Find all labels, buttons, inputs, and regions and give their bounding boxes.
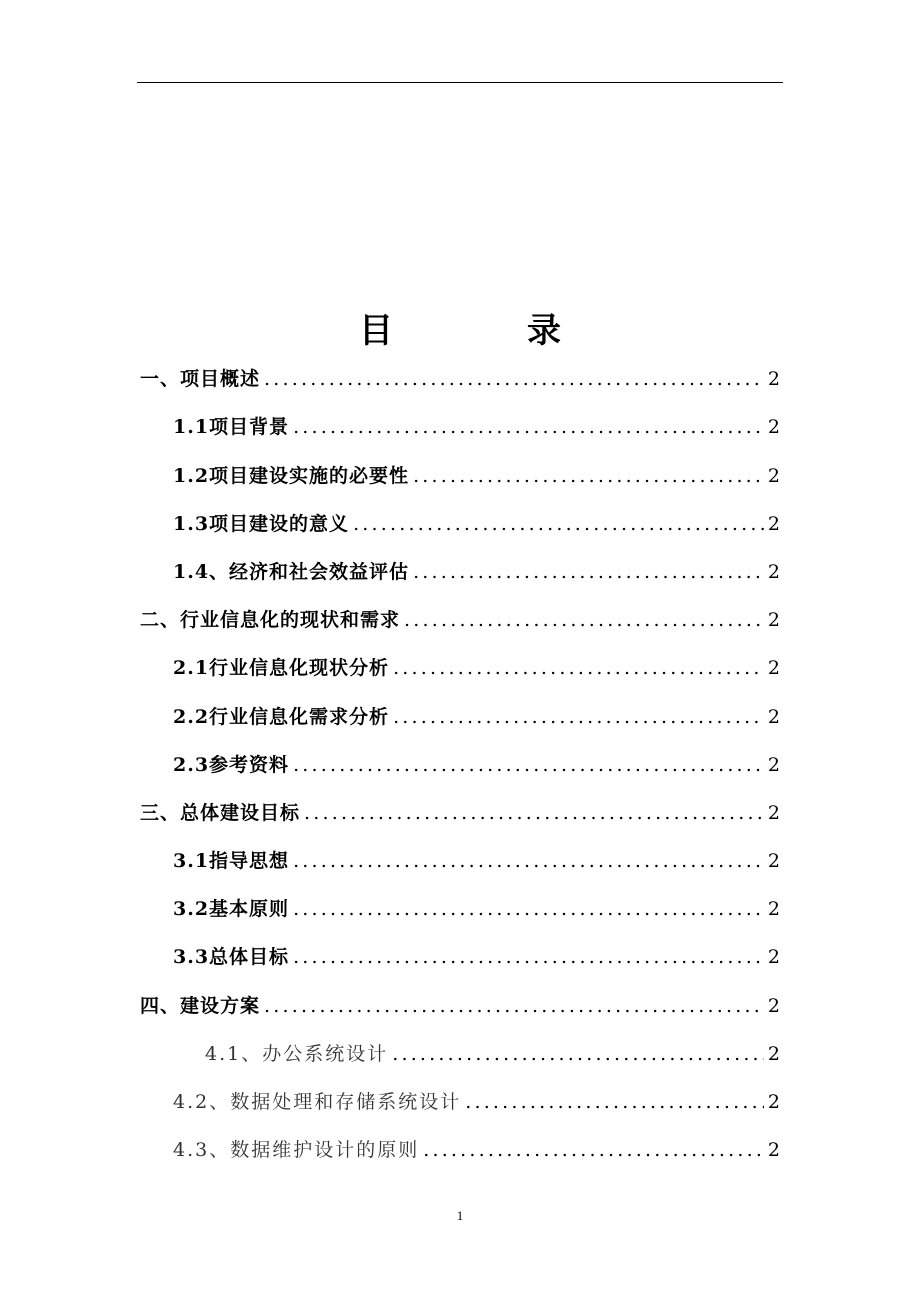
toc-entry-page: 2 [767, 512, 780, 535]
toc-entry-page: 2 [767, 994, 780, 1017]
toc-entry-page: 2 [767, 560, 780, 583]
toc-entry-label: 一、项目概述 [140, 368, 261, 391]
toc-entry-label: 4.2、数据处理和存储系统设计 [173, 1091, 462, 1113]
toc-dot-leader [393, 656, 764, 680]
toc-entry-page: 2 [767, 416, 780, 439]
toc-entry-page: 2 [767, 946, 780, 969]
toc-entry-label: 四、建设方案 [140, 994, 261, 1017]
toc-dot-leader [293, 415, 764, 439]
toc-entry-2[interactable] [140, 594, 780, 642]
toc-entry-page: 2 [767, 1091, 780, 1113]
toc-entry-label: 2.2行业信息化需求分析 [173, 705, 390, 728]
toc-entry-label: 4.3、数据维护设计的原则 [173, 1139, 420, 1162]
toc-entry-label: 1.4、经济和社会效益评估 [173, 560, 410, 583]
toc-entry-page: 2 [767, 657, 780, 680]
toc-entry-3-1[interactable] [140, 835, 780, 883]
toc-entry-1-3[interactable] [140, 498, 780, 546]
toc-dot-leader [293, 849, 764, 873]
toc-entry-4[interactable] [140, 979, 780, 1027]
toc-dot-leader [423, 1138, 764, 1162]
header-rule [137, 82, 783, 83]
toc-dot-leader [392, 1042, 764, 1066]
toc-entry-label: 三、总体建设目标 [140, 801, 301, 824]
toc-entry-3-3[interactable] [140, 931, 780, 979]
toc-entry-3-2[interactable] [140, 883, 780, 931]
toc-dot-leader [404, 608, 764, 632]
toc-entry-1-2[interactable] [140, 449, 780, 497]
toc-title: 目 录 [359, 311, 611, 351]
toc-dot-leader [293, 897, 764, 921]
toc-entry-label: 3.1指导思想 [173, 850, 290, 873]
toc-entry-4-3[interactable] [140, 1124, 780, 1172]
toc-entry-4-1[interactable] [140, 1028, 780, 1076]
toc-entry-page: 2 [767, 898, 780, 921]
toc-entry-label: 2.3参考资料 [173, 753, 290, 776]
toc-entry-page: 2 [767, 753, 780, 776]
toc-entry-page: 2 [767, 1042, 780, 1065]
page-number: 1 [456, 1208, 464, 1223]
toc-dot-leader [413, 464, 764, 488]
toc-entry-page: 2 [767, 609, 780, 632]
toc-dot-leader [264, 367, 764, 391]
toc-entry-page: 2 [767, 1139, 780, 1162]
toc-entry-page: 2 [767, 464, 780, 487]
toc-entry-page: 2 [767, 368, 780, 391]
toc-dot-leader [413, 560, 764, 584]
toc-dot-leader [304, 801, 764, 825]
toc-entry-1-4[interactable] [140, 546, 780, 594]
toc-dot-leader [293, 945, 764, 969]
toc-dot-leader [393, 705, 764, 729]
toc-entry-page: 2 [767, 850, 780, 873]
toc-entry-label: 3.3总体目标 [173, 946, 290, 969]
toc-entry-label: 3.2基本原则 [173, 898, 290, 921]
toc-entry-1[interactable] [140, 353, 780, 401]
toc-entry-2-3[interactable] [140, 739, 780, 787]
toc-entry-label: 2.1行业信息化现状分析 [173, 657, 390, 680]
toc-entry-1-1[interactable] [140, 401, 780, 449]
toc-dot-leader [264, 994, 764, 1018]
toc-entry-label: 二、行业信息化的现状和需求 [140, 609, 401, 632]
toc-entry-label: 1.1项目背景 [173, 416, 290, 439]
toc-entry-label: 4.1、办公系统设计 [205, 1042, 389, 1065]
toc-entry-2-1[interactable] [140, 642, 780, 690]
toc-entry-4-2[interactable] [140, 1076, 780, 1124]
toc-entry-label: 1.2项目建设实施的必要性 [173, 464, 410, 487]
toc-dot-leader [353, 512, 764, 536]
toc-entry-2-2[interactable] [140, 690, 780, 738]
toc-entry-page: 2 [767, 705, 780, 728]
toc-dot-leader [465, 1090, 764, 1114]
table-of-contents [140, 353, 780, 1172]
toc-entry-label: 1.3项目建设的意义 [173, 512, 350, 535]
toc-entry-3[interactable] [140, 787, 780, 835]
toc-dot-leader [293, 753, 764, 777]
toc-entry-page: 2 [767, 801, 780, 824]
